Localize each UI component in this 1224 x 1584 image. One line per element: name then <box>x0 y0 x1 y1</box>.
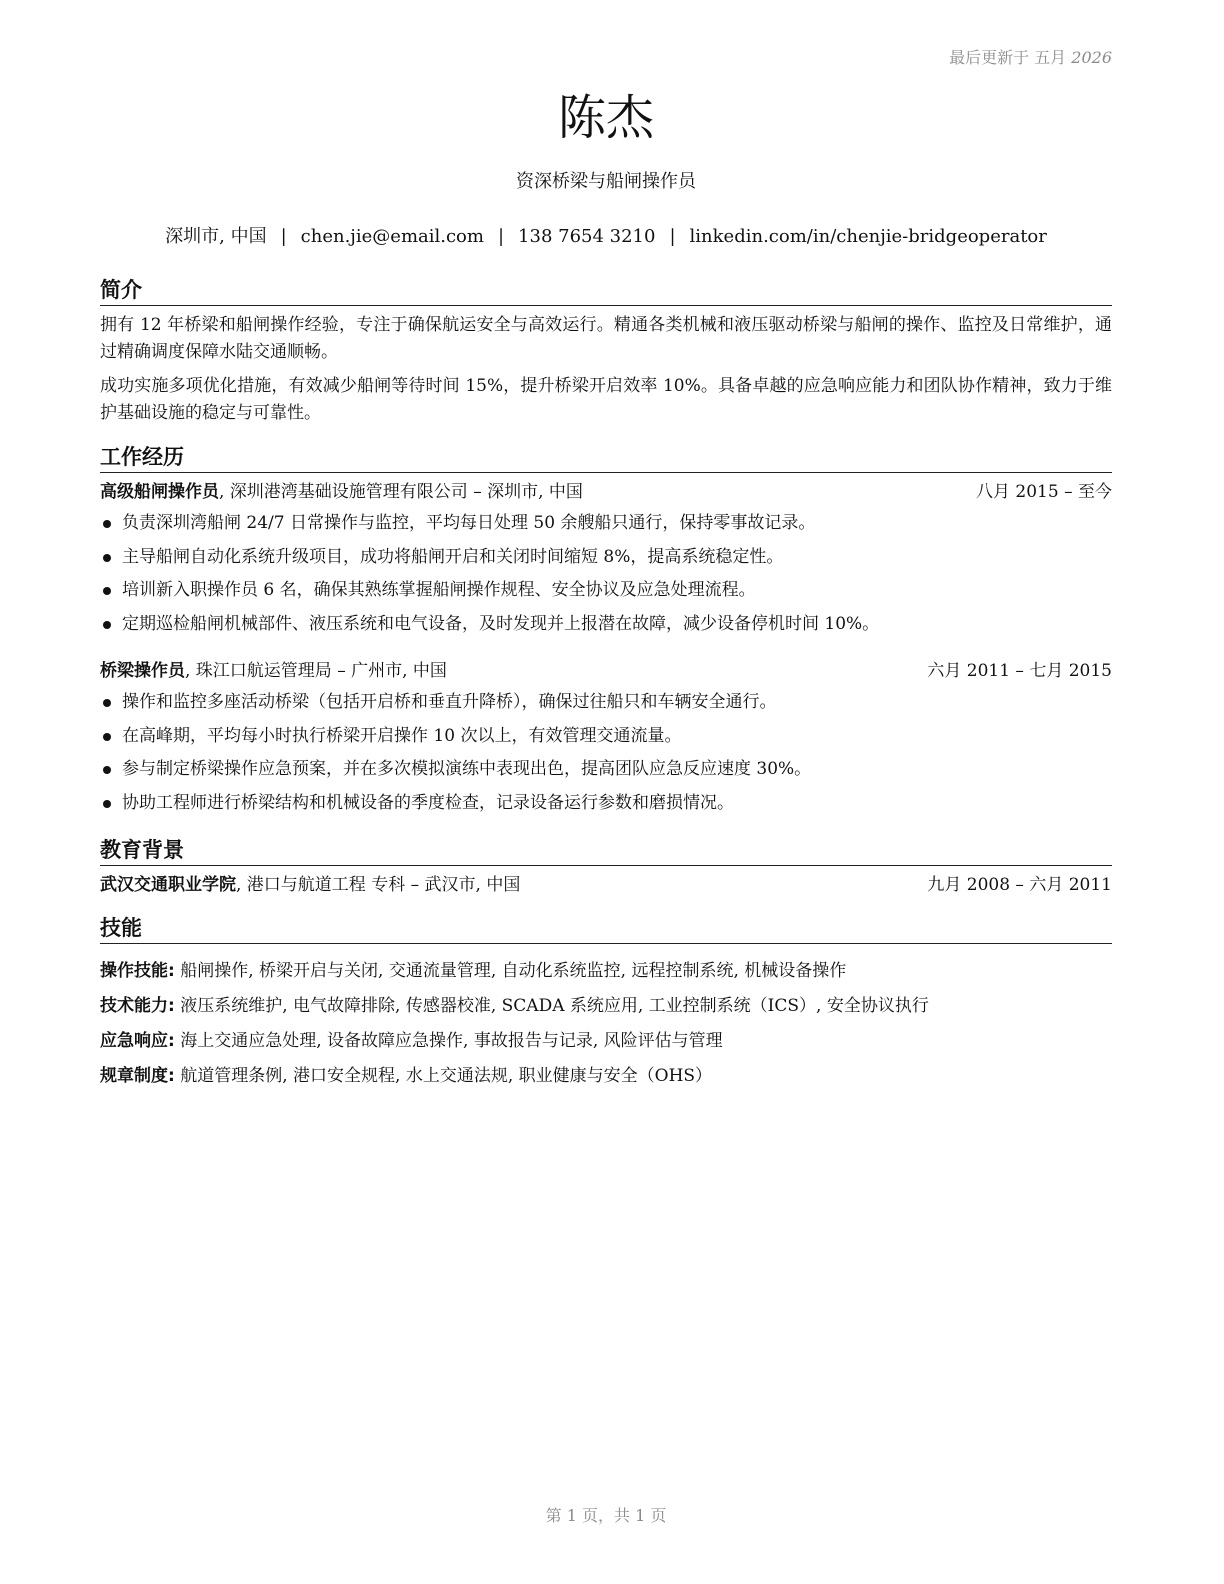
skill-values: 液压系统维护, 电气故障排除, 传感器校准, SCADA 系统应用, 工业控制系统（ICS）, 安全协议执行 <box>174 996 929 1016</box>
section-title-skills: 技能 <box>100 914 1112 944</box>
candidate-headline: 资深桥梁与船闸操作员 <box>516 171 696 192</box>
last-updated-year: 2026 <box>1071 48 1112 67</box>
skill-label: 规章制度: <box>100 1066 175 1086</box>
bullet-text: 主导船闸自动化系统升级项目，成功将船闸开启和关闭时间缩短 8%，提高系统稳定性。 <box>122 546 784 567</box>
bullet-text: 在高峰期，平均每小时执行桥梁开启操作 10 次以上，有效管理交通流量。 <box>122 725 682 746</box>
skill-label: 技术能力: <box>100 996 175 1016</box>
list-item <box>100 541 1112 575</box>
section-title-summary: 简介 <box>100 276 1112 306</box>
contact-line <box>100 225 1112 249</box>
candidate-name: 陈杰 <box>557 90 654 146</box>
contact-separator: | <box>669 226 676 247</box>
last-updated-label: 最后更新于 五月 <box>949 48 1067 67</box>
bullet-text: 定期巡检船闸机械部件、液压系统和电气设备，及时发现并上报潜在故障，减少设备停机时间 10%。 <box>122 613 880 634</box>
experience-section <box>100 443 1112 820</box>
bullet-text: 参与制定桥梁操作应急预案，并在多次模拟演练中表现出色，提高团队应急反应速度 30%。 <box>122 759 812 779</box>
skill-row <box>100 954 1112 989</box>
resume-content <box>100 276 1112 1094</box>
page-number: 第 1 页，共 1 页 <box>545 1506 667 1525</box>
skill-row <box>100 1059 1112 1094</box>
skill-label: 应急响应: <box>100 1031 175 1051</box>
bullet-icon <box>103 520 111 528</box>
bullet-text: 操作和监控多座活动桥梁（包括开启桥和垂直升降桥），确保过往船只和车辆安全通行。 <box>122 692 777 712</box>
summary-paragraph: 成功实施多项优化措施，有效减少船闸等待时间 15%，提升桥梁开启效率 10%。具备卓越的应急响应能力和团队协作精神，致力于维护基础设施的稳定与可靠性。 <box>100 376 1112 423</box>
bullet-icon <box>103 621 111 629</box>
education-dates: 九月 2008 – 六月 2011 <box>927 875 1112 895</box>
list-item <box>100 720 1112 754</box>
skill-values: 航道管理条例, 港口安全规程, 水上交通法规, 职业健康与安全（OHS） <box>174 1066 713 1086</box>
contact-separator: | <box>280 226 287 247</box>
bullet-icon <box>103 587 111 595</box>
section-title-education: 教育背景 <box>100 836 1112 866</box>
bullet-icon <box>103 699 111 707</box>
bullet-icon <box>103 766 111 774</box>
education-section <box>100 836 1112 898</box>
list-item <box>100 787 1112 821</box>
list-item <box>100 686 1112 720</box>
summary-paragraph: 拥有 12 年桥梁和船闸操作经验，专注于确保航运安全与高效运行。精通各类机械和液压驱动桥梁与船闸的操作、监控及日常维护，通过精确调度保障水陆交通顺畅。 <box>100 315 1112 362</box>
skills-section <box>100 914 1112 1094</box>
job-dates: 六月 2011 – 七月 2015 <box>927 661 1112 681</box>
skill-row <box>100 1024 1112 1059</box>
skill-values: 海上交通应急处理, 设备故障应急操作, 事故报告与记录, 风险评估与管理 <box>174 1031 723 1051</box>
contact-email-link[interactable]: chen.jie@email.com <box>300 226 484 247</box>
bullet-icon <box>103 733 111 741</box>
job-role: 桥梁操作员 <box>100 661 185 681</box>
job-entry <box>100 479 1112 641</box>
contact-separator: | <box>497 226 505 247</box>
resume-page <box>100 0 1112 1584</box>
job-dates: 八月 2015 – 至今 <box>976 482 1112 502</box>
job-title-line <box>100 658 447 684</box>
bullet-icon <box>103 800 111 808</box>
job-organization: , 深圳港湾基础设施管理有限公司 – 深圳市, 中国 <box>219 482 583 502</box>
education-title-line <box>100 872 520 898</box>
skill-label: 操作技能: <box>100 961 175 981</box>
job-role: 高级船闸操作员 <box>100 482 219 502</box>
job-title-line <box>100 479 583 505</box>
list-item <box>100 574 1112 608</box>
education-school: 武汉交通职业学院 <box>100 875 236 895</box>
job-bullets <box>100 686 1112 820</box>
contact-linkedin-link[interactable]: linkedin.com/in/chenjie-bridgeoperator <box>689 226 1047 247</box>
bullet-text: 协助工程师进行桥梁结构和机械设备的季度检查，记录设备运行参数和磨损情况。 <box>122 792 734 813</box>
section-title-experience: 工作经历 <box>100 443 1112 473</box>
education-detail: , 港口与航道工程 专科 – 武汉市, 中国 <box>236 875 521 895</box>
bullet-text: 负责深圳湾船闸 24/7 日常操作与监控，平均每日处理 50 余艘船只通行，保持零事故记录。 <box>122 513 816 533</box>
job-bullets <box>100 507 1112 641</box>
skill-values: 船闸操作, 桥梁开启与关闭, 交通流量管理, 自动化系统监控, 远程控制系统, 机械设备操作 <box>174 961 847 981</box>
bullet-text: 培训新入职操作员 6 名，确保其熟练掌握船闸操作规程、安全协议及应急处理流程。 <box>122 580 756 600</box>
education-entry <box>100 872 1112 898</box>
skills-list <box>100 954 1112 1094</box>
summary-section <box>100 276 1112 427</box>
contact-location: 深圳市, 中国 <box>165 226 267 247</box>
list-item <box>100 507 1112 541</box>
list-item <box>100 608 1112 642</box>
contact-phone: 138 7654 3210 <box>518 226 656 247</box>
list-item <box>100 753 1112 787</box>
job-header <box>100 658 1112 684</box>
job-entry <box>100 658 1112 820</box>
job-header <box>100 479 1112 505</box>
job-organization: , 珠江口航运管理局 – 广州市, 中国 <box>185 661 447 681</box>
bullet-icon <box>103 554 111 562</box>
last-updated <box>949 45 1112 68</box>
skill-row <box>100 989 1112 1024</box>
